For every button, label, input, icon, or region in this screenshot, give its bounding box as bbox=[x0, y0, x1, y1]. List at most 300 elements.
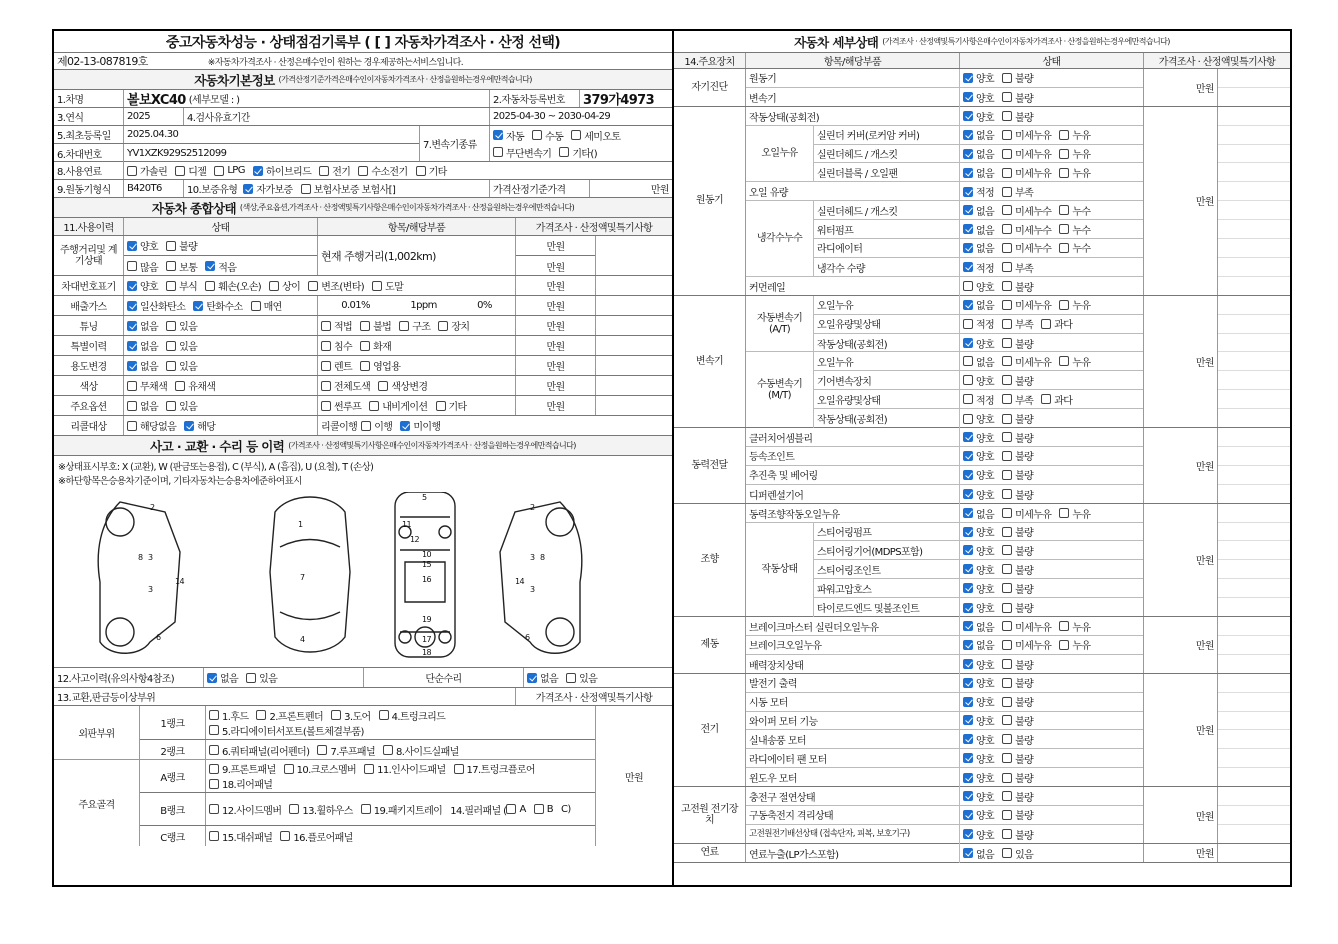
item-option[interactable] bbox=[321, 398, 361, 413]
checkbox-icon[interactable] bbox=[1002, 508, 1012, 518]
state-option[interactable] bbox=[963, 619, 994, 634]
checkbox-icon[interactable] bbox=[1002, 489, 1012, 499]
state-option[interactable] bbox=[1002, 316, 1033, 331]
state-option[interactable] bbox=[963, 524, 994, 539]
part-option[interactable] bbox=[454, 761, 535, 776]
checked-box-icon[interactable] bbox=[963, 338, 973, 348]
checkbox-icon[interactable] bbox=[1002, 829, 1012, 839]
checkbox-icon[interactable] bbox=[166, 261, 176, 271]
checkbox-icon[interactable] bbox=[438, 321, 448, 331]
vin-mark-option[interactable] bbox=[308, 278, 364, 293]
checkbox-icon[interactable] bbox=[383, 745, 393, 755]
state-option[interactable] bbox=[963, 448, 994, 463]
item-option[interactable] bbox=[360, 338, 391, 353]
trans-option[interactable] bbox=[571, 128, 620, 143]
checkbox-icon[interactable] bbox=[360, 361, 370, 371]
checkbox-icon[interactable] bbox=[319, 166, 329, 176]
checkbox-icon[interactable] bbox=[205, 281, 215, 291]
state-option[interactable] bbox=[963, 392, 994, 407]
state-option[interactable] bbox=[963, 90, 994, 105]
checkbox-icon[interactable] bbox=[963, 375, 973, 385]
state-option[interactable] bbox=[963, 146, 994, 161]
checkbox-icon[interactable] bbox=[1002, 697, 1012, 707]
state-option[interactable] bbox=[963, 675, 994, 690]
part-option[interactable] bbox=[209, 708, 248, 723]
state-option[interactable] bbox=[963, 297, 994, 312]
part-option[interactable] bbox=[209, 743, 309, 758]
state-option[interactable] bbox=[175, 378, 215, 393]
state-option[interactable] bbox=[963, 336, 994, 351]
state-option[interactable] bbox=[963, 127, 994, 142]
state-option[interactable] bbox=[1059, 619, 1090, 634]
part-option[interactable] bbox=[209, 761, 276, 776]
checkbox-icon[interactable] bbox=[1002, 149, 1012, 159]
state-option[interactable] bbox=[1059, 506, 1090, 521]
state-option[interactable] bbox=[1002, 146, 1051, 161]
checkbox-icon[interactable] bbox=[284, 764, 294, 774]
state-option[interactable] bbox=[1002, 109, 1033, 124]
checked-box-icon[interactable] bbox=[963, 734, 973, 744]
checkbox-icon[interactable] bbox=[1002, 262, 1012, 272]
checkbox-icon[interactable] bbox=[1002, 791, 1012, 801]
item-option[interactable] bbox=[360, 318, 391, 333]
state-option[interactable] bbox=[963, 373, 994, 388]
pillar-b[interactable] bbox=[534, 804, 553, 815]
checkbox-icon[interactable] bbox=[1002, 243, 1012, 253]
checked-box-icon[interactable] bbox=[127, 361, 137, 371]
state-option[interactable] bbox=[1002, 487, 1033, 502]
checked-box-icon[interactable] bbox=[963, 130, 973, 140]
part-option[interactable] bbox=[209, 829, 272, 844]
checkbox-icon[interactable] bbox=[127, 166, 137, 176]
checkbox-icon[interactable] bbox=[166, 361, 176, 371]
state-option[interactable] bbox=[1002, 770, 1033, 785]
state-option[interactable] bbox=[1002, 165, 1051, 180]
checked-box-icon[interactable] bbox=[963, 659, 973, 669]
state-option[interactable] bbox=[1002, 430, 1033, 445]
part-option[interactable] bbox=[284, 761, 356, 776]
checked-box-icon[interactable] bbox=[963, 564, 973, 574]
state-option[interactable] bbox=[963, 487, 994, 502]
checkbox-icon[interactable] bbox=[963, 356, 973, 366]
checkbox-icon[interactable] bbox=[1002, 810, 1012, 820]
checked-box-icon[interactable] bbox=[963, 187, 973, 197]
checkbox-icon[interactable] bbox=[1002, 319, 1012, 329]
state-option[interactable] bbox=[1002, 260, 1033, 275]
state-option[interactable] bbox=[127, 338, 158, 353]
checkbox-icon[interactable] bbox=[301, 184, 311, 194]
state-option[interactable] bbox=[963, 109, 994, 124]
state-option[interactable] bbox=[1002, 807, 1033, 822]
state-option[interactable] bbox=[1002, 657, 1033, 672]
checkbox-icon[interactable] bbox=[1059, 621, 1069, 631]
part-option[interactable] bbox=[209, 723, 364, 738]
state-option[interactable] bbox=[1059, 240, 1090, 255]
checkbox-icon[interactable] bbox=[963, 394, 973, 404]
checked-box-icon[interactable] bbox=[400, 421, 410, 431]
state-option[interactable] bbox=[1002, 619, 1051, 634]
fuel-option[interactable] bbox=[253, 163, 311, 178]
state-option[interactable] bbox=[1002, 373, 1033, 388]
accident-option[interactable] bbox=[207, 670, 238, 685]
checkbox-icon[interactable] bbox=[493, 147, 503, 157]
state-option[interactable] bbox=[963, 807, 994, 822]
mileage-option[interactable] bbox=[166, 238, 197, 253]
state-option[interactable] bbox=[1002, 637, 1051, 652]
checkbox-icon[interactable] bbox=[1059, 300, 1069, 310]
checkbox-icon[interactable] bbox=[436, 401, 446, 411]
exhaust-option[interactable] bbox=[193, 298, 242, 313]
state-option[interactable] bbox=[1002, 506, 1051, 521]
checkbox-icon[interactable] bbox=[127, 401, 137, 411]
checked-box-icon[interactable] bbox=[493, 130, 503, 140]
checkbox-icon[interactable] bbox=[1002, 470, 1012, 480]
state-option[interactable] bbox=[127, 318, 158, 333]
checkbox-icon[interactable] bbox=[1002, 168, 1012, 178]
checkbox-icon[interactable] bbox=[1002, 281, 1012, 291]
checkbox-icon[interactable] bbox=[1002, 224, 1012, 234]
recall-sub-option[interactable] bbox=[400, 418, 440, 433]
part-option[interactable] bbox=[209, 776, 272, 791]
checked-box-icon[interactable] bbox=[963, 715, 973, 725]
state-option[interactable] bbox=[166, 318, 197, 333]
state-option[interactable] bbox=[963, 316, 994, 331]
mileage-option[interactable] bbox=[127, 259, 158, 274]
checkbox-icon[interactable] bbox=[1002, 564, 1012, 574]
checkbox-icon[interactable] bbox=[321, 321, 331, 331]
state-option[interactable] bbox=[1002, 751, 1033, 766]
checkbox-icon[interactable] bbox=[416, 166, 426, 176]
part-option[interactable] bbox=[317, 743, 375, 758]
state-option[interactable] bbox=[1059, 127, 1090, 142]
checkbox-icon[interactable] bbox=[1002, 300, 1012, 310]
checked-box-icon[interactable] bbox=[127, 341, 137, 351]
checkbox-icon[interactable] bbox=[571, 130, 581, 140]
state-option[interactable] bbox=[963, 713, 994, 728]
vin-mark-option[interactable] bbox=[269, 278, 300, 293]
checked-box-icon[interactable] bbox=[963, 791, 973, 801]
state-option[interactable] bbox=[166, 398, 197, 413]
checkbox-icon[interactable] bbox=[166, 341, 176, 351]
state-option[interactable] bbox=[1059, 146, 1090, 161]
checkbox-icon[interactable] bbox=[1041, 319, 1051, 329]
checkbox-icon[interactable] bbox=[1002, 394, 1012, 404]
checkbox-icon[interactable] bbox=[246, 673, 256, 683]
item-option[interactable] bbox=[321, 378, 370, 393]
state-option[interactable] bbox=[1002, 336, 1033, 351]
checked-box-icon[interactable] bbox=[963, 205, 973, 215]
warranty-option[interactable] bbox=[301, 181, 396, 196]
state-option[interactable] bbox=[963, 657, 994, 672]
checkbox-icon[interactable] bbox=[175, 381, 185, 391]
trans-option[interactable] bbox=[493, 128, 524, 143]
fuel-option[interactable] bbox=[416, 163, 447, 178]
mileage-option[interactable] bbox=[205, 259, 236, 274]
state-option[interactable] bbox=[963, 543, 994, 558]
state-option[interactable] bbox=[166, 338, 197, 353]
item-option[interactable] bbox=[436, 398, 467, 413]
state-option[interactable] bbox=[1059, 354, 1090, 369]
checkbox-icon[interactable] bbox=[1002, 451, 1012, 461]
checked-box-icon[interactable] bbox=[963, 583, 973, 593]
accident-option[interactable] bbox=[246, 670, 277, 685]
part-option[interactable] bbox=[379, 708, 446, 723]
checked-box-icon[interactable] bbox=[963, 73, 973, 83]
checked-box-icon[interactable] bbox=[963, 848, 973, 858]
checkbox-icon[interactable] bbox=[1002, 603, 1012, 613]
repair-option[interactable] bbox=[527, 670, 558, 685]
checked-box-icon[interactable] bbox=[963, 640, 973, 650]
checkbox-icon[interactable] bbox=[963, 319, 973, 329]
state-option[interactable] bbox=[1002, 90, 1033, 105]
state-option[interactable] bbox=[1059, 165, 1090, 180]
state-option[interactable] bbox=[1002, 675, 1033, 690]
state-option[interactable] bbox=[963, 203, 994, 218]
checked-box-icon[interactable] bbox=[963, 508, 973, 518]
checkbox-icon[interactable] bbox=[317, 745, 327, 755]
checked-box-icon[interactable] bbox=[963, 545, 973, 555]
checked-box-icon[interactable] bbox=[963, 829, 973, 839]
state-option[interactable] bbox=[963, 637, 994, 652]
checkbox-icon[interactable] bbox=[379, 710, 389, 720]
checkbox-icon[interactable] bbox=[166, 281, 176, 291]
checked-box-icon[interactable] bbox=[963, 149, 973, 159]
state-option[interactable] bbox=[963, 70, 994, 85]
checked-box-icon[interactable] bbox=[207, 673, 217, 683]
checkbox-icon[interactable] bbox=[1002, 715, 1012, 725]
exhaust-option[interactable] bbox=[127, 298, 185, 313]
vin-mark-option[interactable] bbox=[127, 278, 158, 293]
checkbox-icon[interactable] bbox=[1002, 545, 1012, 555]
state-option[interactable] bbox=[1002, 70, 1033, 85]
checked-box-icon[interactable] bbox=[963, 527, 973, 537]
checkbox-icon[interactable] bbox=[1002, 356, 1012, 366]
checkbox-icon[interactable] bbox=[963, 414, 973, 424]
recall-sub-option[interactable] bbox=[361, 418, 392, 433]
checked-box-icon[interactable] bbox=[963, 300, 973, 310]
state-option[interactable] bbox=[1002, 297, 1051, 312]
state-option[interactable] bbox=[963, 732, 994, 747]
checkbox-icon[interactable] bbox=[361, 421, 371, 431]
state-option[interactable] bbox=[963, 581, 994, 596]
checkbox-icon[interactable] bbox=[209, 804, 219, 814]
checkbox-icon[interactable] bbox=[1002, 621, 1012, 631]
state-option[interactable] bbox=[1002, 448, 1033, 463]
part-option[interactable] bbox=[209, 802, 281, 817]
checkbox-icon[interactable] bbox=[209, 725, 219, 735]
checkbox-icon[interactable] bbox=[1059, 356, 1069, 366]
checked-box-icon[interactable] bbox=[127, 301, 137, 311]
checkbox-icon[interactable] bbox=[1059, 243, 1069, 253]
fuel-option[interactable] bbox=[127, 163, 167, 178]
fuel-option[interactable] bbox=[175, 163, 206, 178]
state-option[interactable] bbox=[963, 165, 994, 180]
checkbox-icon[interactable] bbox=[364, 764, 374, 774]
checkbox-icon[interactable] bbox=[269, 281, 279, 291]
item-option[interactable] bbox=[321, 358, 352, 373]
state-option[interactable] bbox=[1059, 297, 1090, 312]
checkbox-icon[interactable] bbox=[1002, 338, 1012, 348]
state-option[interactable] bbox=[1002, 827, 1033, 842]
state-option[interactable] bbox=[1002, 600, 1033, 615]
state-option[interactable] bbox=[1059, 222, 1090, 237]
state-option[interactable] bbox=[963, 827, 994, 842]
state-option[interactable] bbox=[963, 240, 994, 255]
checkbox-icon[interactable] bbox=[559, 147, 569, 157]
checked-box-icon[interactable] bbox=[963, 603, 973, 613]
checkbox-icon[interactable] bbox=[280, 831, 290, 841]
state-option[interactable] bbox=[1002, 279, 1033, 294]
checkbox-icon[interactable] bbox=[372, 281, 382, 291]
checked-box-icon[interactable] bbox=[963, 224, 973, 234]
checkbox-icon[interactable] bbox=[358, 166, 368, 176]
checkbox-icon[interactable] bbox=[369, 401, 379, 411]
checkbox-icon[interactable] bbox=[399, 321, 409, 331]
checkbox-icon[interactable] bbox=[1059, 640, 1069, 650]
checked-box-icon[interactable] bbox=[184, 421, 194, 431]
state-option[interactable] bbox=[963, 846, 994, 861]
checked-box-icon[interactable] bbox=[243, 184, 253, 194]
state-option[interactable] bbox=[1002, 467, 1033, 482]
mileage-option[interactable] bbox=[127, 238, 158, 253]
checkbox-icon[interactable] bbox=[1002, 73, 1012, 83]
checkbox-icon[interactable] bbox=[331, 710, 341, 720]
mileage-option[interactable] bbox=[166, 259, 197, 274]
state-option[interactable] bbox=[963, 184, 994, 199]
checkbox-icon[interactable] bbox=[209, 831, 219, 841]
fuel-option[interactable] bbox=[319, 163, 350, 178]
checkbox-icon[interactable] bbox=[321, 381, 331, 391]
checkbox-icon[interactable] bbox=[1002, 375, 1012, 385]
checked-box-icon[interactable] bbox=[963, 773, 973, 783]
checkbox-icon[interactable] bbox=[214, 166, 224, 176]
state-option[interactable] bbox=[963, 260, 994, 275]
checked-box-icon[interactable] bbox=[963, 111, 973, 121]
checked-box-icon[interactable] bbox=[963, 432, 973, 442]
state-option[interactable] bbox=[1041, 392, 1072, 407]
state-option[interactable] bbox=[963, 562, 994, 577]
checked-box-icon[interactable] bbox=[963, 621, 973, 631]
state-option[interactable] bbox=[1002, 543, 1033, 558]
state-option[interactable] bbox=[1002, 392, 1033, 407]
checked-box-icon[interactable] bbox=[963, 262, 973, 272]
state-option[interactable] bbox=[963, 430, 994, 445]
checkbox-icon[interactable] bbox=[251, 301, 261, 311]
state-option[interactable] bbox=[963, 789, 994, 804]
checked-box-icon[interactable] bbox=[963, 92, 973, 102]
checkbox-icon[interactable] bbox=[321, 401, 331, 411]
state-option[interactable] bbox=[963, 467, 994, 482]
checkbox-icon[interactable] bbox=[361, 804, 371, 814]
checkbox-icon[interactable] bbox=[1002, 187, 1012, 197]
part-option[interactable] bbox=[331, 708, 370, 723]
checkbox-icon[interactable] bbox=[506, 804, 516, 814]
recall-option[interactable] bbox=[127, 418, 176, 433]
checked-box-icon[interactable] bbox=[253, 166, 263, 176]
checked-box-icon[interactable] bbox=[963, 243, 973, 253]
state-option[interactable] bbox=[1002, 581, 1033, 596]
state-option[interactable] bbox=[1002, 694, 1033, 709]
checkbox-icon[interactable] bbox=[1059, 149, 1069, 159]
checkbox-icon[interactable] bbox=[1002, 432, 1012, 442]
checkbox-icon[interactable] bbox=[1059, 508, 1069, 518]
checkbox-icon[interactable] bbox=[175, 166, 185, 176]
checkbox-icon[interactable] bbox=[1002, 678, 1012, 688]
state-option[interactable] bbox=[1002, 732, 1033, 747]
checkbox-icon[interactable] bbox=[532, 130, 542, 140]
checkbox-icon[interactable] bbox=[166, 401, 176, 411]
checkbox-icon[interactable] bbox=[360, 321, 370, 331]
state-option[interactable] bbox=[1002, 127, 1051, 142]
state-option[interactable] bbox=[963, 506, 994, 521]
checkbox-icon[interactable] bbox=[1041, 394, 1051, 404]
state-option[interactable] bbox=[1002, 713, 1033, 728]
trans-option[interactable] bbox=[532, 128, 563, 143]
checkbox-icon[interactable] bbox=[1002, 527, 1012, 537]
checkbox-icon[interactable] bbox=[166, 241, 176, 251]
item-option[interactable] bbox=[321, 338, 352, 353]
checkbox-icon[interactable] bbox=[289, 804, 299, 814]
state-option[interactable] bbox=[963, 694, 994, 709]
checkbox-icon[interactable] bbox=[1002, 205, 1012, 215]
part-option[interactable] bbox=[280, 829, 352, 844]
state-option[interactable] bbox=[1041, 316, 1072, 331]
checkbox-icon[interactable] bbox=[1059, 224, 1069, 234]
checkbox-icon[interactable] bbox=[1002, 414, 1012, 424]
checkbox-icon[interactable] bbox=[1059, 168, 1069, 178]
checkbox-icon[interactable] bbox=[1002, 640, 1012, 650]
state-option[interactable] bbox=[127, 398, 158, 413]
state-option[interactable] bbox=[1002, 354, 1051, 369]
state-option[interactable] bbox=[127, 378, 167, 393]
part-option[interactable] bbox=[256, 708, 323, 723]
checkbox-icon[interactable] bbox=[566, 673, 576, 683]
part-option[interactable] bbox=[289, 802, 352, 817]
state-option[interactable] bbox=[1002, 203, 1051, 218]
checkbox-icon[interactable] bbox=[209, 745, 219, 755]
checkbox-icon[interactable] bbox=[321, 361, 331, 371]
checkbox-icon[interactable] bbox=[534, 804, 544, 814]
checked-box-icon[interactable] bbox=[963, 753, 973, 763]
checkbox-icon[interactable] bbox=[1002, 773, 1012, 783]
fuel-option[interactable] bbox=[358, 163, 407, 178]
vin-mark-option[interactable] bbox=[205, 278, 261, 293]
checkbox-icon[interactable] bbox=[1002, 583, 1012, 593]
checkbox-icon[interactable] bbox=[378, 381, 388, 391]
state-option[interactable] bbox=[166, 358, 197, 373]
checked-box-icon[interactable] bbox=[127, 281, 137, 291]
state-option[interactable] bbox=[963, 770, 994, 785]
state-option[interactable] bbox=[1002, 562, 1033, 577]
trans-option[interactable] bbox=[493, 145, 551, 160]
checkbox-icon[interactable] bbox=[963, 281, 973, 291]
repair-option[interactable] bbox=[566, 670, 597, 685]
checked-box-icon[interactable] bbox=[963, 678, 973, 688]
checkbox-icon[interactable] bbox=[1059, 205, 1069, 215]
checked-box-icon[interactable] bbox=[963, 697, 973, 707]
item-option[interactable] bbox=[438, 318, 469, 333]
checked-box-icon[interactable] bbox=[963, 451, 973, 461]
state-option[interactable] bbox=[963, 222, 994, 237]
state-option[interactable] bbox=[1002, 240, 1051, 255]
checked-box-icon[interactable] bbox=[127, 321, 137, 331]
checked-box-icon[interactable] bbox=[963, 168, 973, 178]
checkbox-icon[interactable] bbox=[209, 710, 219, 720]
vin-mark-option[interactable] bbox=[166, 278, 197, 293]
state-option[interactable] bbox=[1002, 222, 1051, 237]
checkbox-icon[interactable] bbox=[209, 779, 219, 789]
state-option[interactable] bbox=[963, 411, 994, 426]
